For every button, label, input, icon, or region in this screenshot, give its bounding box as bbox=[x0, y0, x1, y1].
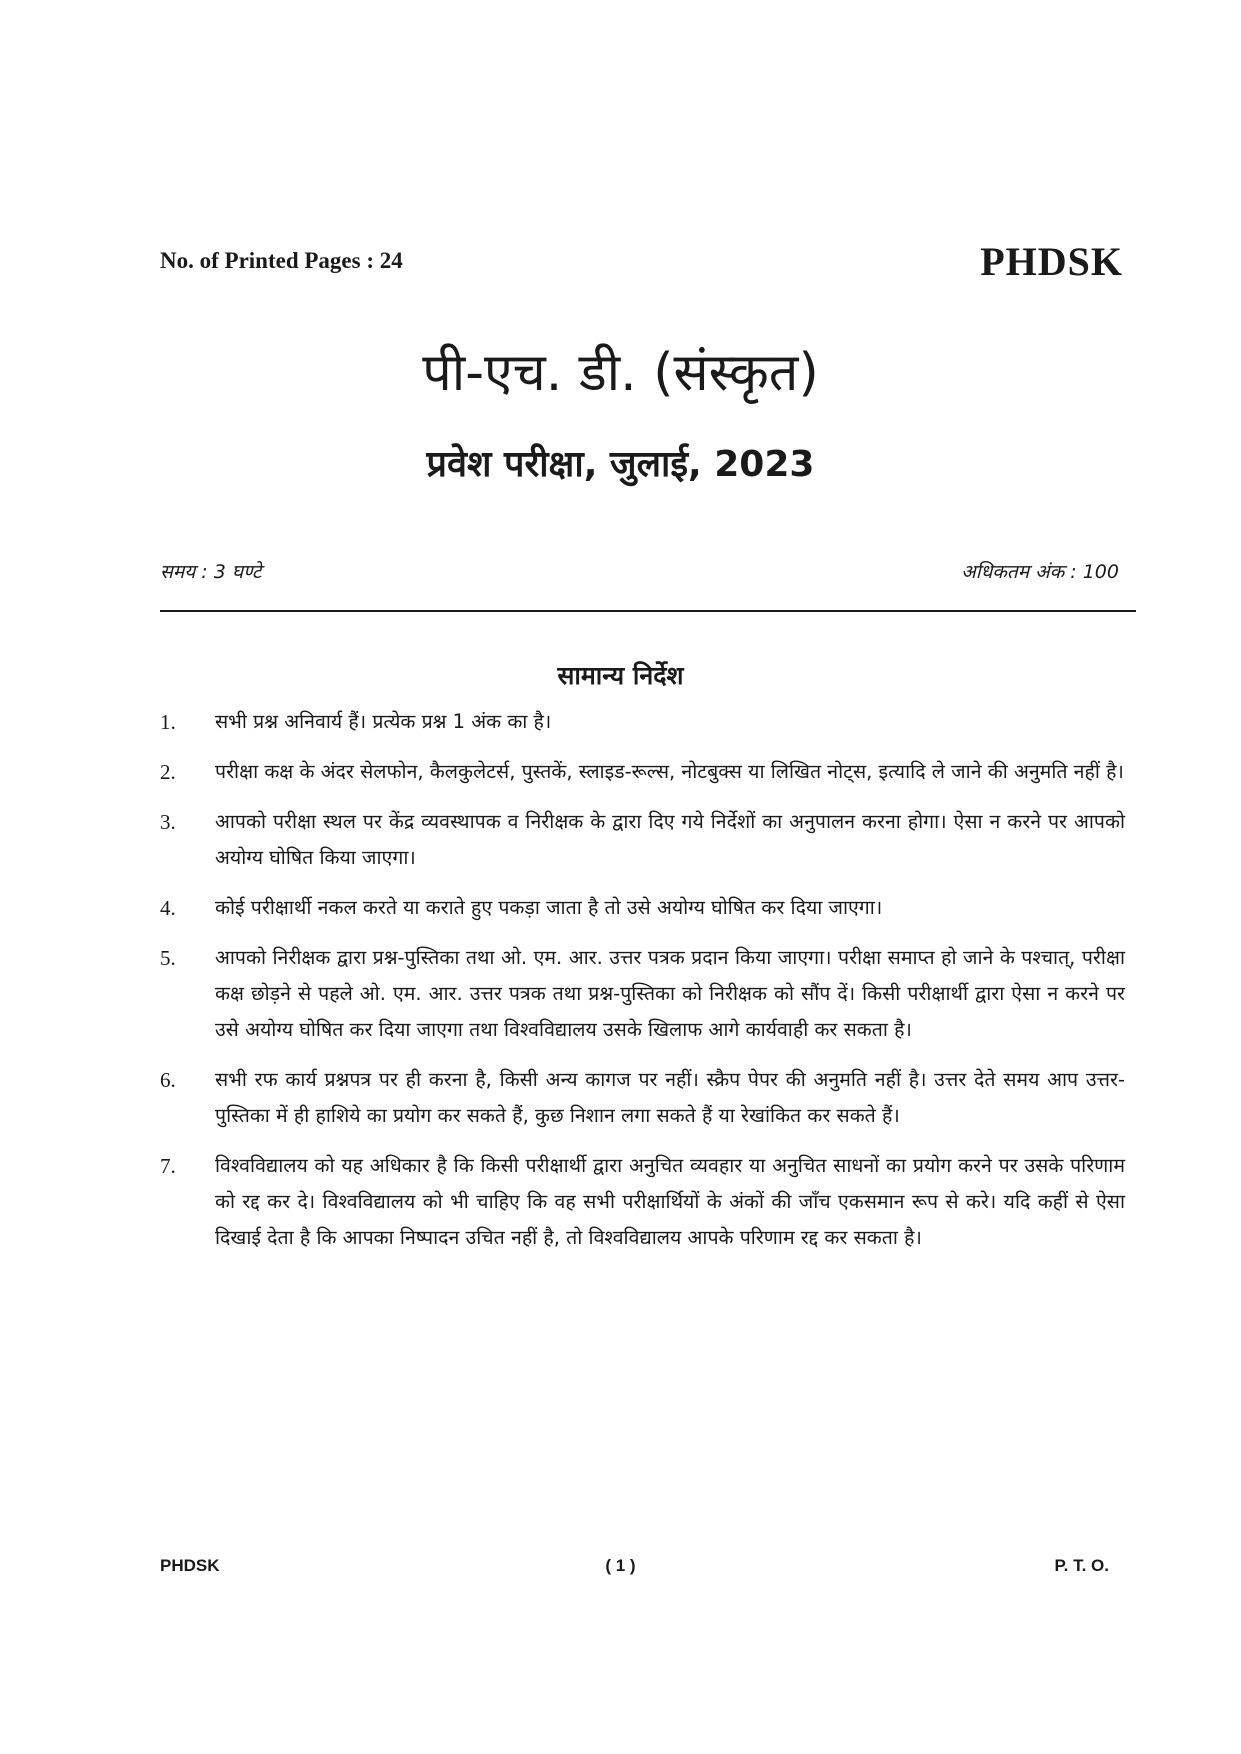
instruction-number: 2. bbox=[160, 760, 176, 784]
printed-pages-count: No. of Printed Pages : 24 bbox=[160, 248, 403, 273]
exam-subtitle: प्रवेश परीक्षा, जुलाई, 2023 bbox=[426, 444, 815, 485]
instruction-number: 5. bbox=[160, 946, 176, 970]
header-divider bbox=[160, 610, 1136, 612]
instruction-number: 6. bbox=[160, 1068, 176, 1092]
instruction-text: विश्वविद्यालय को यह अधिकार है कि किसी परीक्षार्थी द्वारा अनुचित व्यवहार या अनुचित साधनों का प्रयोग करने पर उसके परिणाम को रद्द कर दे। विश्वविद्यालय को भी चाहिए कि वह सभी परीक्षार्थियों के अंकों की जाँच एकसमान रूप से करे। यदि कहीं से ऐसा दिखाई देता है कि आपका निष्पादन उचित नहीं है, तो विश्वविद्यालय आपके परिणाम रद्द कर सकता है। bbox=[215, 1154, 1125, 1249]
exam-title: पी-एच. डी. (संस्कृत) bbox=[422, 343, 819, 403]
exam-duration: समय : 3 घण्टे bbox=[160, 561, 262, 583]
instruction-number: 3. bbox=[160, 810, 176, 834]
instruction-number: 7. bbox=[160, 1154, 176, 1178]
max-marks: अधिकतम अंक : 100 bbox=[961, 561, 1119, 583]
instruction-item bbox=[160, 754, 1125, 790]
instruction-item bbox=[160, 804, 1125, 876]
instruction-number: 4. bbox=[160, 896, 176, 920]
instruction-item bbox=[160, 890, 1125, 926]
instructions-heading: सामान्य निर्देश bbox=[557, 661, 684, 690]
instruction-text: सभी प्रश्न अनिवार्य हैं। प्रत्येक प्रश्न 1 अंक का है। bbox=[215, 710, 552, 733]
instruction-text: कोई परीक्षार्थी नकल करते या कराते हुए पकड़ा जाता है तो उसे अयोग्य घोषित कर दिया जाएगा। bbox=[215, 896, 883, 919]
instruction-text: सभी रफ कार्य प्रश्नपत्र पर ही करना है, किसी अन्य कागज पर नहीं। स्क्रैप पेपर की अनुमति नहीं है। उत्तर देते समय आप उत्तर-पुस्तिका में ही हाशिये का प्रयोग कर सकते हैं, कुछ निशान लगा सकते हैं या रेखांकित कर सकते हैं। bbox=[215, 1068, 1125, 1127]
footer-pto: P. T. O. bbox=[1054, 1556, 1109, 1575]
footer-paper-code: PHDSK bbox=[160, 1556, 220, 1575]
instruction-item bbox=[160, 1062, 1125, 1134]
instruction-text: आपको परीक्षा स्थल पर केंद्र व्यवस्थापक व निरीक्षक के द्वारा दिए गये निर्देशों का अनुपालन करना होगा। ऐसा न करने पर आपको अयोग्य घोषित किया जाएगा। bbox=[215, 810, 1125, 869]
instruction-text: आपको निरीक्षक द्वारा प्रश्न-पुस्तिका तथा ओ. एम. आर. उत्तर पत्रक प्रदान किया जाएगा। परीक्षा समाप्त हो जाने के पश्चात्, परीक्षा कक्ष छोड़ने से पहले ओ. एम. आर. उत्तर पत्रक तथा प्रश्न-पुस्तिका को निरीक्षक को सौंप दें। किसी परीक्षार्थी द्वारा ऐसा न करने पर उसे अयोग्य घोषित कर दिया जाएगा तथा विश्वविद्यालय उसके खिलाफ आगे कार्यवाही कर सकता है। bbox=[215, 946, 1125, 1041]
instruction-item bbox=[160, 940, 1125, 1048]
instruction-item bbox=[160, 1148, 1125, 1256]
instruction-number: 1. bbox=[160, 710, 176, 734]
paper-code: PHDSK bbox=[980, 239, 1123, 284]
footer-page-number: ( 1 ) bbox=[605, 1556, 636, 1575]
instructions-list bbox=[160, 704, 1125, 1270]
instruction-item bbox=[160, 704, 1125, 740]
instruction-text: परीक्षा कक्ष के अंदर सेलफोन, कैलकुलेटर्स, पुस्तकें, स्लाइड-रूल्स, नोटबुक्स या लिखित नोट्स, इत्यादि ले जाने की अनुमति नहीं है। bbox=[215, 760, 1124, 783]
